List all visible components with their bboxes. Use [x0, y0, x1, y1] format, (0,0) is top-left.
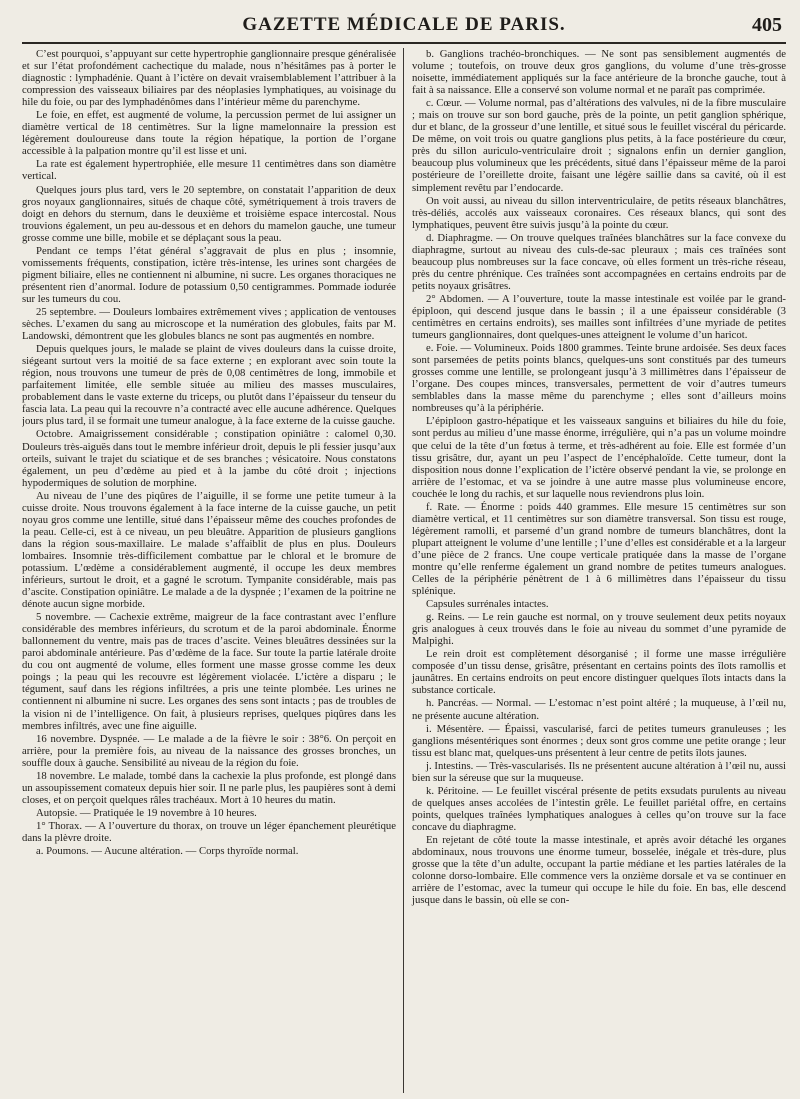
paragraph: e. Foie. — Volumineux. Poids 1800 grammes. Teinte brune ardoisée. Ses deux faces sont parsemées de petits points blancs, quelques-uns sont constitués par des tumeurs grosses comme une lentille, se prolongeant jusqu’à 3 millimètres dans l’épaisseur de l’organe. Des coupes minces, transversales, permettent de voir d’autres tumeurs semblables dans la masse même du parenchyme ; elles sont d’ailleurs moins nombreuses qu’à la périphérie.: [412, 342, 786, 415]
paragraph: b. Ganglions trachéo-bronchiques. — Ne sont pas sensiblement augmentés de volume ; toutefois, on trouve deux gros ganglions, du volume d’une très-grosse noisette, immédiatement appliqués sur la face antérieure de la bronche gauche, tout à fait à sa naissance. Elle a conservé son volume normal et ne paraît pas comprimée.: [412, 48, 786, 97]
paragraph: Pendant ce temps l’état général s’aggravait de plus en plus ; insomnie, vomissements fréquents, constipation, ictère très-intense, les urines sont chargées de pigment biliaire, elles ne contiennent ni albumine, ni sucre. Les organes thoraciques ne présentent rien d’anormal. Iodure de potassium 0,50 centigrammes. Pommade iodurée sur les tumeurs du cou.: [22, 244, 396, 305]
paragraph: Le rein droit est complètement désorganisé ; il forme une masse irrégulière composée d’un tissu dense, grisâtre, présentant en certains points des îlots ramollis et jaunâtres. En certains endroits on peut encore distinguer quelques îlots intacts dans la substance corticale.: [412, 648, 786, 697]
page-header: [22, 12, 786, 44]
paragraph: C’est pourquoi, s’appuyant sur cette hypertrophie ganglionnaire presque généralisée et sur l’état profondément cachectique du malade, nous n’hésitâmes pas à porter le diagnostic : lymphadénie. Quant à l’ictère on devait vraisemblablement l’attribuer à la compression des vaisseaux biliaires par des néoplasies lymphatiques, au voisinage du hile du foie, ou par des lymphadénômes dans l’intérieur même du parenchyme.: [22, 48, 396, 109]
right-column: [404, 48, 786, 1093]
paragraph: c. Cœur. — Volume normal, pas d’altérations des valvules, ni de la fibre musculaire ; mais on trouve sur son bord gauche, près de la pointe, un petit ganglion sphérique, dur et blanc, de la grosseur d’une lentille, et situé sous le feuillet viscéral du péricarde. De même, on voit trois ou quatre ganglions plus petits, à la face postérieure du cœur, près du sillon auriculo-ventriculaire droit ; signalons enfin un dernier ganglion, beaucoup plus volumineux que les précédents, situé dans l’épaisseur même de la paroi postérieure de l’oreillette droite, faisant une légère saillie dans sa cavité, où il est simplement revêtu par l’endocarde.: [412, 97, 786, 194]
paragraph: En rejetant de côté toute la masse intestinale, et après avoir détaché les organes abdominaux, nous trouvons une énorme tumeur, bosselée, inégale et très-dure, plus grosse que la tête d’un adulte, occupant la partie médiane et les parties latérales de la colonne dorso-lombaire. Elle commence vers la onzième dorsale et va se continuer en arrière de l’estomac, avec la tumeur qui occupe le hile du foie. En bas, elle descend jusque dans le bassin, où elle se con-: [412, 834, 786, 907]
paragraph: 25 septembre. — Douleurs lombaires extrêmement vives ; application de ventouses sèches. L’examen du sang au microscope et la numération des globules, faits par M. Landowski, démontrent que les globules blancs ne sont pas augmentés en nombre.: [22, 305, 396, 343]
paragraph: j. Intestins. — Très-vascularisés. Ils ne présentent aucune altération à l’œil nu, aussi bien sur la séreuse que sur la muqueuse.: [412, 759, 786, 784]
paragraph: Au niveau de l’une des piqûres de l’aiguille, il se forme une petite tumeur à la cuisse droite. Nous trouvons également à la face interne de la cuisse gauche, un petit noyau gros comme une lentille, situé dans l’épaisseur même des couches profondes de la peau. Celle-ci, est à ce niveau, un peu bleuâtre. Apparition de plusieurs ganglions dans la région sous-maxillaire. Le malade s’affaiblit de plus en plus. Douleurs lombaires. Insomnie très-difficilement combattue par le chloral et le bromure de potassium. L’œdème a considérablement augmenté, il occupe les deux membres inférieurs, surtout le droit, et a gagné le scrotum. Tympanite considérable, mais pas d’ascite. Constipation opiniâtre. Le malade a de la dyspnée ; l’examen de la poitrine ne dénote aucun signe morbide.: [22, 489, 396, 611]
paragraph: i. Mésentère. — Épaissi, vascularisé, farci de petites tumeurs granuleuses ; les ganglions mésentériques sont énormes ; deux sont gros comme une petite orange ; leur tissu est blanc mat, quelques-uns présentent à leur centre de petits îlots jaunes.: [412, 722, 786, 759]
paragraph: 2° Abdomen. — A l’ouverture, toute la masse intestinale est voilée par le grand-épiploon, qui descend jusque dans le bassin ; il a une épaisseur considérable (3 centimètres en certains endroits), ses mailles sont infiltrées d’une myriade de petites tumeurs ganglionnaires, dont quelques-unes atteignent le volume d’un haricot.: [412, 292, 786, 342]
paragraph: La rate est également hypertrophiée, elle mesure 11 centimètres dans son diamètre vertical.: [22, 158, 396, 183]
paragraph: 16 novembre. Dyspnée. — Le malade a de la fièvre le soir : 38°6. On perçoit en arrière, pour la première fois, au niveau de la naissance des grosses bronches, un souffle doux à gauche. Sensibilité au niveau de la région du foie.: [22, 732, 396, 769]
journal-title: GAZETTE MÉDICALE DE PARIS.: [242, 14, 566, 35]
paragraph: Quelques jours plus tard, vers le 20 septembre, on constatait l’apparition de deux gros noyaux ganglionnaires, situés de chaque côté, symétriquement à trois travers de doigt en dehors du sternum, dans le deuxième et troisième espace intercostal. Nous trouvions également, un peu au-dessous et en dehors du mamelon gauche, une tumeur grosse comme une bille, mobile et se déplaçant sous la peau.: [22, 183, 396, 244]
paragraph: a. Poumons. — Aucune altération. — Corps thyroïde normal.: [36, 845, 299, 858]
paragraph: L’épiploon gastro-hépatique et les vaisseaux sanguins et biliaires du hile du foie, sont perdus au milieu d’une masse énorme, irrégulière, qui n’a pas un volume moindre que celui de la tête d’un fœtus à terme, et très-adhérent au foie. Elle est formée d’un tissu grisâtre, dur, ayant un peu l’aspect de l’encéphaloïde. Cette tumeur, dont la disposition nous donne l’explication de l’ictère observé pendant la vie, se prolonge en arrière de l’estomac, et va se joindre à une autre masse plus volumineuse encore, couchée le long du rachis, et sur laquelle nous reviendrons plus loin.: [412, 415, 786, 500]
paragraph: Depuis quelques jours, le malade se plaint de vives douleurs dans la cuisse droite, siégeant surtout vers la moitié de sa face externe ; en explorant avec soin toute la région, nous trouvons une tumeur de près de 0,08 centimètres de long, immobile et parfaitement limitée, elle semble située au milieu des masses musculaires, probablement dans le vaste externe du triceps, ou plutôt dans l’épaisseur du tenseur du fascia lata. La peau qui la recouvre n’a contracté avec elle aucune adhérence. Quelques jours plus tard, il se formait une tumeur analogue, à la face externe de la cuisse gauche.: [22, 343, 396, 428]
paragraph: 5 novembre. — Cachexie extrême, maigreur de la face contrastant avec l’enflure considérable des membres inférieurs, du scrotum et de la paroi abdominale. Énorme ballonnement du ventre, mais pas de traces d’ascite. Veines bleuâtres dessinées sur la paroi abdominale antérieure. Pas d’œdème de la face. Sur toute la partie latérale droite du cou ont augmenté de volume, elles forment une masse grosse comme les deux poings ; la peau qui les recouvre est légèrement violacée. L’ictère a disparu ; le tégument, sauf dans les régions infiltrées, a pris une teinte plombée. Les urines ne contiennent ni albumine ni sucre. Les organes des sens sont intacts ; pas de troubles de la vision ni de l’intelligence. On fait, à plusieurs reprises, quelques piqûres dans les membres infiltrés, avec une fine aiguille.: [22, 611, 396, 732]
paragraph: d. Diaphragme. — On trouve quelques traînées blanchâtres sur la face convexe du diaphragme, surtout au niveau des culs-de-sac pleuraux ; mais ces traînées sont beaucoup plus nombreuses sur la face concave, où elles forment un très-riche réseau, près du centre phrénique. Ces traînées sont accompagnées en certains endroits par de petits noyaux grisâtres.: [412, 231, 786, 292]
paragraph: Autopsie. — Pratiquée le 19 novembre à 10 heures.: [36, 806, 257, 819]
paragraph: Octobre. Amaigrissement considérable ; constipation opiniâtre : calomel 0,30. Douleurs très-aiguës dans tout le membre inférieur droit, depuis le pli fessier jusqu’aux orteils, suivant le trajet du sciatique et de ses branches ; vésicatoire. Nous constatons également, un peu d’œdème au pied et à la jambe du côté droit ; injections hypodermiques de solution de morphine.: [22, 428, 396, 489]
left-column: [22, 48, 404, 1093]
paragraph: 1° Thorax. — A l’ouverture du thorax, on trouve un léger épanchement pleurétique dans la plèvre droite.: [22, 819, 396, 844]
article-columns: [22, 48, 786, 1093]
paragraph: g. Reins. — Le rein gauche est normal, on y trouve seulement deux petits noyaux gris analogues à ceux trouvés dans le foie au niveau du sommet d’une pyramide de Malpighi.: [412, 611, 786, 648]
paragraph: k. Péritoine. — Le feuillet viscéral présente de petits exsudats purulents au niveau de quelques anses accolées de l’intestin grêle. Le feuillet pariétal offre, en certains points, quelques traînées lymphatiques analogues à celles qu’on trouve sur la face concave du diaphragme.: [412, 784, 786, 833]
paragraph: On voit aussi, au niveau du sillon interventriculaire, de petits réseaux blanchâtres, très-déliés, accolés aux vaisseaux coronaires. Ces réseaux blancs, qui sont des lymphatiques, peuvent être suivis jusqu’à la pointe du cœur.: [412, 194, 786, 231]
paragraph: 18 novembre. Le malade, tombé dans la cachexie la plus profonde, est plongé dans un assoupissement comateux depuis hier soir. Il ne parle plus, les paupières sont à demi closes, et on perçoit quelques râles trachéaux. Mort à 10 heures du matin.: [22, 769, 396, 806]
paragraph: Capsules surrénales intactes.: [426, 598, 549, 611]
paragraph: f. Rate. — Énorme : poids 440 grammes. Elle mesure 15 centimètres sur son diamètre vertical, et 11 centimètres sur son diamètre transversal. Son tissu est rouge, légèrement ramolli, et parsemé d’un grand nombre de tumeurs blanchâtres, dont la plupart atteignent le volume d’une lentille ; l’une d’elles est considérable et a la largeur d’une pièce de 2 francs. Une coupe verticale pratiquée dans la masse de l’organe montre qu’elle renferme également un grand nombre de petites tumeurs analogues. Celles de la périphérie pénètrent de 1 à 6 millimètres dans l’épaisseur du tissu splénique.: [412, 500, 786, 598]
paragraph: Le foie, en effet, est augmenté de volume, la percussion permet de lui assigner un diamètre vertical de 18 centimètres. Sur la ligne mamelonnaire la pression est légèrement douloureuse dans toute la région hépatique, la portion de l’organe accessible à la palpation montre qu’il est lisse et uni.: [22, 109, 396, 158]
page-number: 405: [752, 14, 782, 36]
paragraph: h. Pancréas. — Normal. — L’estomac n’est point altéré ; la muqueuse, à l’œil nu, ne présente aucune altération.: [412, 697, 786, 722]
